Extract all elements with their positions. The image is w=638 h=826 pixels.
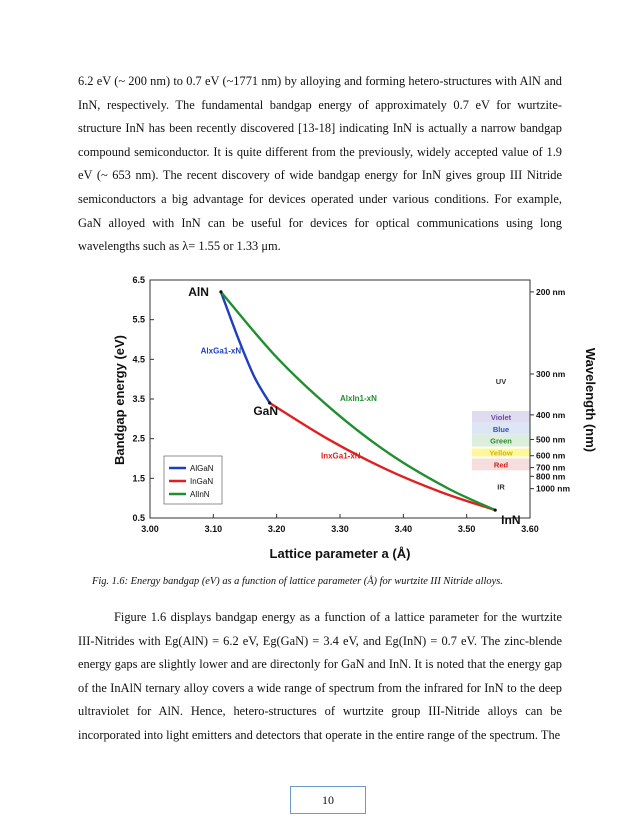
legend-label-algan: AlGaN bbox=[190, 464, 214, 473]
spectrum-band-label-3: Green bbox=[490, 436, 512, 446]
point-label-gan: GaN bbox=[253, 403, 279, 418]
x-tick-label-1: 3.10 bbox=[204, 524, 223, 534]
y-tick-label-3: 3.5 bbox=[132, 394, 145, 404]
wavelength-tick-label-3: 500 nm bbox=[536, 434, 566, 445]
y-tick-label-6: 6.5 bbox=[132, 275, 145, 285]
spectrum-band-label-4: Yellow bbox=[489, 448, 513, 458]
wavelength-tick-label-5: 700 nm bbox=[536, 462, 566, 473]
x-tick-label-2: 3.20 bbox=[267, 524, 286, 534]
curve-labels bbox=[201, 346, 377, 460]
wavelength-tick-label-4: 600 nm bbox=[536, 450, 566, 461]
legend-label-alinn: AlInN bbox=[190, 490, 210, 499]
spectrum-band-label-1: Violet bbox=[490, 412, 512, 422]
spectrum-band-label-5: Red bbox=[493, 460, 509, 470]
wavelength-tick-label-6: 800 nm bbox=[536, 471, 566, 482]
curve-label-algan: AlxGa1-xN bbox=[200, 346, 242, 356]
y-tick-label-4: 4.5 bbox=[132, 354, 145, 365]
point-label-inn: InN bbox=[501, 513, 521, 528]
x-tick-label-4: 3.40 bbox=[394, 524, 413, 534]
point-label-aln: AlN bbox=[188, 284, 209, 299]
point-labels bbox=[188, 285, 520, 527]
page-number: 10 bbox=[290, 786, 366, 814]
curve-label-alinn: AlxIn1-xN bbox=[340, 393, 377, 403]
x-tick-label-0: 3.00 bbox=[141, 524, 159, 534]
body-paragraph-2: Figure 1.6 displays bandgap energy as a function of a lattice parameter for the wurtzite III-Nitrides with Eg(AlN) = 6.2 eV, Eg(GaN) = 3.4 eV, and Eg(InN) = 0.7 eV. The zinc-blende energy gaps are slightly lower and are directonly for GaN and InN. It is noted that the energy gap of the InAlN ternary alloy covers a wide range of spectrum from the infrared for InN to the deep ultraviolet for AlN. Hence, hetero-structures of wurtzite group III-Nitride alloys can be incorporated into light emitters and detectors that operate in the entire range of the spectrum. The bbox=[78, 610, 562, 742]
point-aln bbox=[219, 290, 222, 293]
y-tick-label-2: 2.5 bbox=[132, 433, 145, 444]
legend-label-ingan: InGaN bbox=[190, 477, 214, 486]
wavelength-tick-label-0: 200 nm bbox=[536, 286, 566, 297]
x-ticks bbox=[141, 514, 539, 534]
legend bbox=[164, 456, 222, 504]
wavelength-tick-label-7: 1000 nm bbox=[536, 483, 571, 494]
y-tick-label-0: 0.5 bbox=[132, 513, 145, 523]
y-ticks bbox=[132, 275, 154, 523]
x-tick-label-5: 3.50 bbox=[457, 524, 476, 534]
x-tick-label-3: 3.30 bbox=[331, 524, 349, 534]
wavelength-tick-label-1: 300 nm bbox=[536, 369, 566, 380]
spectrum-bands bbox=[472, 355, 530, 498]
y-axis-label: Bandgap energy (eV) bbox=[112, 334, 127, 466]
y-tick-label-5: 5.5 bbox=[132, 314, 145, 325]
x-axis-label: Lattice parameter a (Å) bbox=[269, 546, 411, 561]
bandgap-chart bbox=[110, 268, 598, 568]
point-inn bbox=[494, 508, 497, 511]
y-tick-label-1: 1.5 bbox=[132, 473, 145, 484]
spectrum-band-label-2: Blue bbox=[492, 424, 510, 434]
y2-axis-label: Wavelength (nm) bbox=[583, 347, 598, 453]
body-paragraph-1: 6.2 eV (~ 200 nm) to 0.7 eV (~1771 nm) by alloying and forming hetero-structures with AlN and InN, respectively. The fundamental bandgap energy of approximately 0.7 eV for wurtzite-structure InN has been recently discovered [13-18] indicating InN is actually a narrow bandgap compound semiconductor. It is quite different from the previously, widely accepted value of 1.9 eV (~ 653 nm). The recent discovery of wide bandgap energy for InN gives group III Nitride semiconductors a big advantage for devices operated under various conditions. For example, GaN alloyed with InN can be useful for devices for optical communications using long wavelengths such as λ= 1.55 or 1.33 μm. bbox=[78, 74, 562, 254]
wavelength-tick-label-2: 400 nm bbox=[536, 409, 566, 420]
spectrum-band-label-6: IR bbox=[497, 482, 505, 492]
x-tick-label-6: 3.60 bbox=[521, 524, 539, 534]
curve-label-ingan: InxGa1-xN bbox=[321, 451, 361, 461]
spectrum-band-label-0: UV bbox=[495, 377, 507, 387]
figure-caption: Fig. 1.6: Energy bandgap (eV) as a function of lattice parameter (Å) for wurtzite III Nitride alloys. bbox=[92, 576, 503, 587]
wavelength-ticks bbox=[530, 287, 570, 494]
